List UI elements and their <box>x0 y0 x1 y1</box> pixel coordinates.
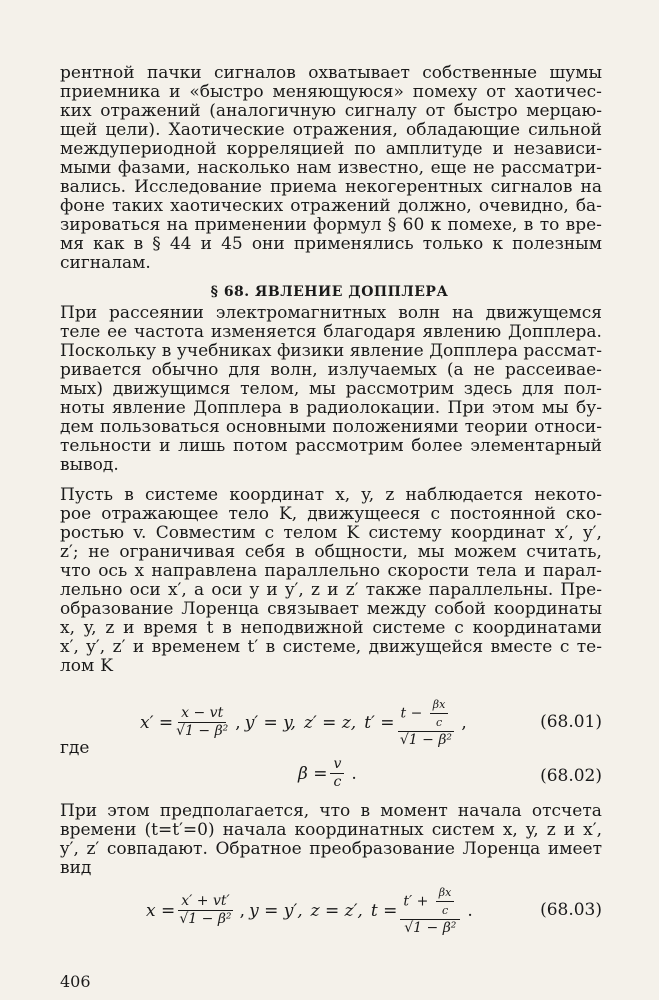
eq2-period: . <box>351 763 357 784</box>
text-line: вались. Исследование приема некогерентных сигналов на <box>60 177 602 197</box>
eq3-z-part: z = z′, <box>310 900 363 921</box>
eq1-lhs-x: x′ = <box>140 712 174 733</box>
text-line: вывод. <box>60 455 119 475</box>
eq1-numerator-t <box>398 696 455 732</box>
eq1-denominator-t: √1 − β² <box>399 732 453 748</box>
text-line: ноты явление Допплера в радиолокации. При этом мы бу- <box>60 398 602 418</box>
eq1-inner-denominator: c <box>436 716 443 729</box>
eq3-numerator-x: x′ + vt′ <box>178 893 232 911</box>
text-line: мых) движущимся телом, мы рассмотрим здесь для пол- <box>60 379 602 399</box>
text-line: щей цели). Хаотические отражения, обладающие сильной <box>60 120 602 140</box>
text-line: x, y, z и время t в неподвижной системе с координатами <box>60 618 602 638</box>
page-number: 406 <box>60 972 91 991</box>
eq3-inner-denominator: c <box>441 904 449 917</box>
text-line: При рассеянии электромагнитных волн на движущемся <box>60 303 602 323</box>
text-line: ростью v. Совместим с телом K систему координат x′, y′, <box>60 523 602 543</box>
text-line: ких отражений (аналогичную сигналу от быстро мерцаю- <box>60 101 602 121</box>
text-line: мя как в § 44 и 45 они применялись только к полезным <box>60 234 602 254</box>
eq1-denominator-x: √1 − β² <box>176 723 229 739</box>
eq1-numerator-x: x − vt <box>178 705 226 723</box>
text-line: z′; не ограничивая себя в общности, мы можем считать, <box>60 542 602 562</box>
equation-68-03: x = $\frac{x' + vt'}{\text{√1 − β²}}$ , y = y′, z = z′, t = t′ + $\frac{\beta x}{c}$ √1 − β² . (68.03) <box>146 886 602 936</box>
text-line: лельно оси x′, а оси y и y′, z и z′ также параллельны. Пре- <box>60 580 602 600</box>
eq2-number: (68.02) <box>540 766 602 786</box>
eq1-z-part: z′ = z, <box>303 712 357 733</box>
text-line: x′, y′, z′ и временем t′ в системе, движущейся вместе с те- <box>60 637 602 657</box>
text-line: мыми фазами, насколько нам известно, еще не рассматри- <box>60 158 602 178</box>
text-line: дем пользоваться основными положениями теории относи- <box>60 417 602 437</box>
text-line: Пусть в системе координат x, y, z наблюдается некото- <box>60 485 602 505</box>
text-line: зироваться на применении формул § 60 к помехе, в то вре- <box>60 215 602 235</box>
text-line: рое отражающее тело K, движущееся с постоянной ско- <box>60 504 602 524</box>
eq3-inner-numerator: βx <box>436 884 455 902</box>
eq3-number: (68.03) <box>540 900 602 920</box>
eq2-lhs: β = <box>298 763 328 784</box>
text-line: времени (t=t′=0) начала координатных систем x, y, z и x′, <box>60 820 602 840</box>
paragraph-doppler-intro <box>60 304 602 475</box>
eq1-fraction-t <box>398 696 455 749</box>
eq1-number: (68.01) <box>540 712 602 732</box>
eq3-fraction-t <box>400 884 460 937</box>
where-word: где <box>60 738 90 758</box>
eq1-y-part: y′ = y, <box>244 712 296 733</box>
eq3-period: . <box>467 900 473 921</box>
text-line: При этом предполагается, что в момент начала отсчета <box>60 801 602 821</box>
eq1-lhs-t: t′ = <box>364 712 395 733</box>
section-heading: § 68. ЯВЛЕНИЕ ДОППЛЕРА <box>210 284 449 300</box>
text-line: тельности и лишь потом рассмотрим более элементарный <box>60 436 602 456</box>
text-line: что ось x направлена параллельно скорости тела и парал- <box>60 561 602 581</box>
eq3-y-part: y = y′, <box>249 900 303 921</box>
text-line: междупериодной корреляцией по амплитуде и независи- <box>60 139 602 159</box>
eq1-fraction-x <box>176 705 228 740</box>
eq3-lhs-t: t = <box>370 900 398 921</box>
equation-68-02 <box>60 752 602 796</box>
eq1-inner-fraction <box>430 696 449 731</box>
text-line: y′, z′ совпадают. Обратное преобразование Лоренца имеет <box>60 839 602 859</box>
eq3-lhs-x: x = <box>146 900 176 921</box>
paragraph-inverse-transform <box>60 802 602 878</box>
eq2-numerator: v <box>330 756 344 774</box>
eq3-denominator-x: √1 − β² <box>179 911 232 927</box>
text-line: образование Лоренца связывает между собой координаты <box>60 599 602 619</box>
text-line: сигналам. <box>60 253 151 273</box>
text-line: приемника и «быстро меняющуюся» помеху от хаотичес- <box>60 82 602 102</box>
text-line: Поскольку в учебниках физики явление Допплера рассмат- <box>60 341 602 361</box>
paragraph-coordinates <box>60 486 602 676</box>
text-line: лом K <box>60 656 113 676</box>
eq3-fraction-x <box>178 893 232 928</box>
eq3-denominator-t: √1 − β² <box>404 920 457 936</box>
text-line: ривается обычно для волн, излучаемых (а не рассеивае- <box>60 360 602 380</box>
text-line: рентной пачки сигналов охватывает собственные шумы <box>60 63 602 83</box>
paragraph-continued <box>60 64 602 273</box>
eq1-numerator-t-text: t − <box>400 705 423 722</box>
eq3-numerator-t-text: t′ + <box>403 893 429 910</box>
eq2-denominator: c <box>333 774 342 790</box>
eq3-numerator-t <box>400 884 460 920</box>
eq1-inner-numerator: βx <box>430 696 449 714</box>
eq2-fraction <box>330 756 344 791</box>
text-line: вид <box>60 858 92 878</box>
text-line: фоне таких хаотических отражений должно, очевидно, ба- <box>60 196 602 216</box>
text-line: теле ее частота изменяется благодаря явлению Допплера. <box>60 322 602 342</box>
eq3-inner-fraction <box>436 884 455 919</box>
equation-68-01: x′ = $\frac{x - vt}{\text{√1 − β²}}$ , y′ = y, z′ = z, t′ = t − $\frac{\beta x}{c}$ √1 − β² , (68.01) <box>140 698 602 748</box>
